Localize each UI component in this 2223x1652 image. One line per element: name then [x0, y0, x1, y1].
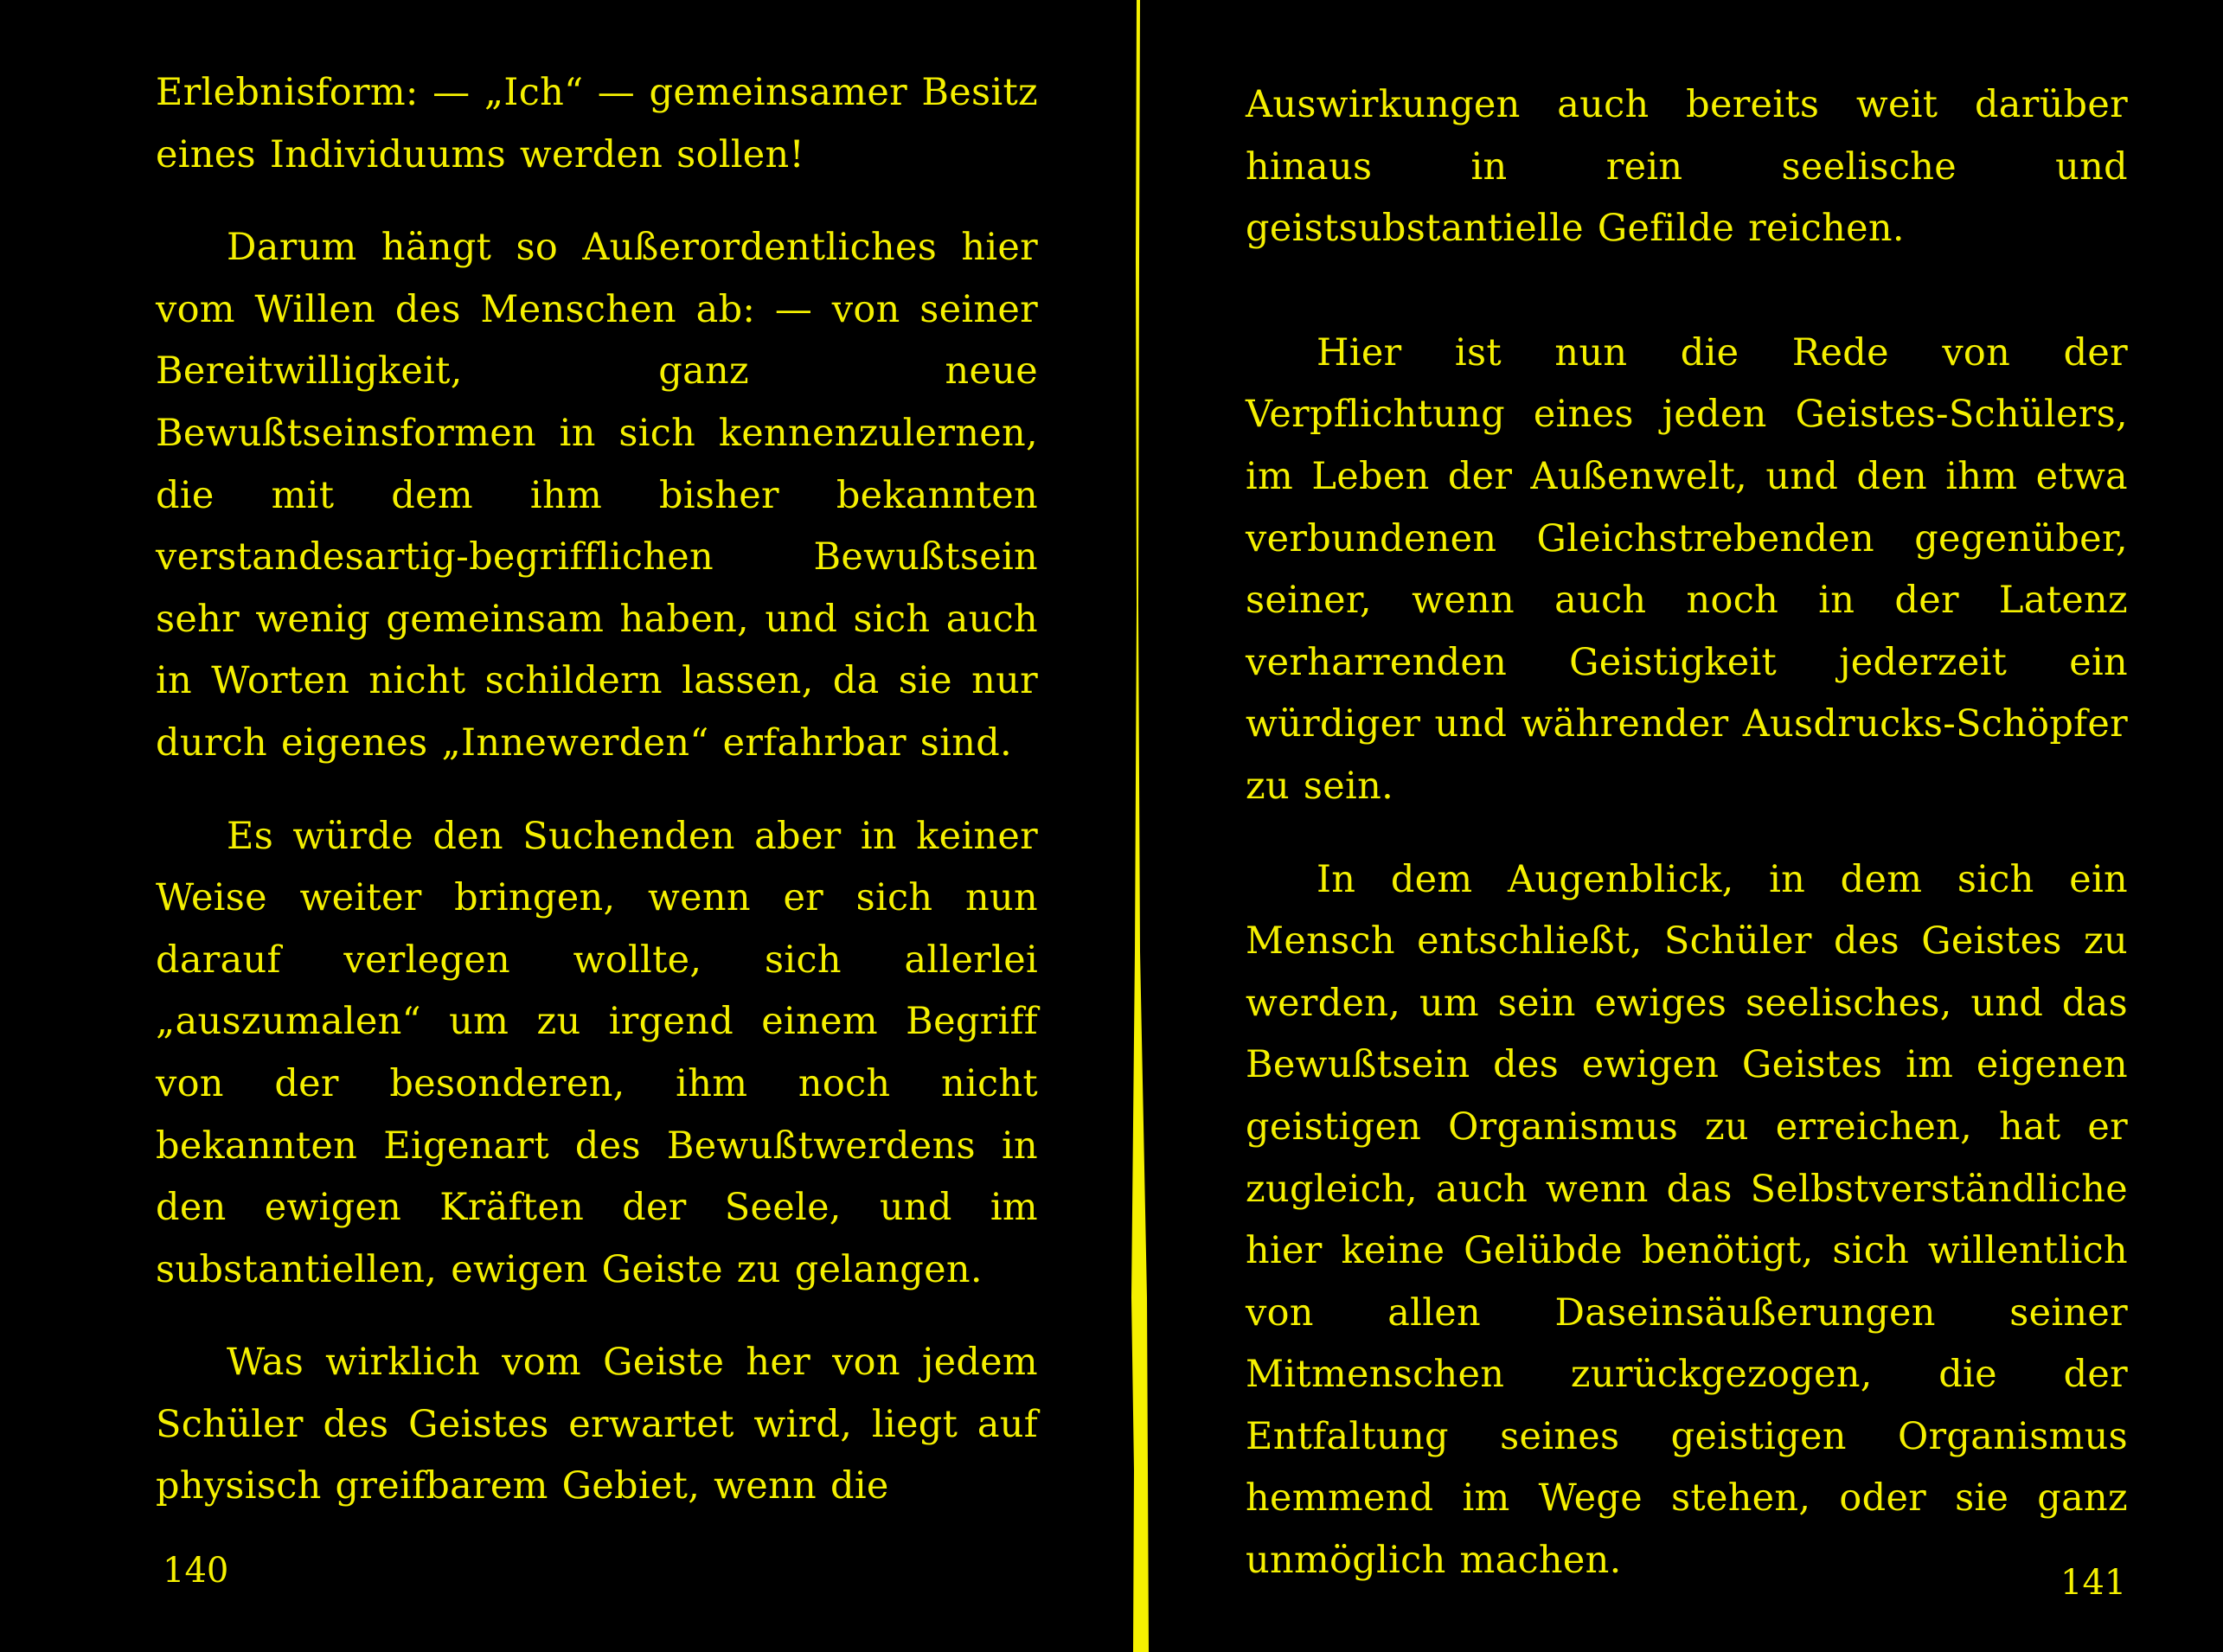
right-paragraph-3: In dem Augenblick, in dem sich ein Mensch entschließt, Schüler des Geistes zu werden, um sein ewiges seelisches, und das Bewußtsein des ewigen Geistes im eigenen geistigen Organismus zu erreichen, hat er zugleich, auch wenn das Selbstverständliche hier keine Gelübde benötigt, sich willentlich von allen Daseinsäußerungen seiner Mitmenschen zurückgezogen, die der Entfaltung seines geistigen Organismus hemmend im Wege stehen, oder sie ganz unmöglich machen. [1246, 857, 2128, 1583]
right-page-number: 141 [2060, 1563, 2127, 1603]
left-paragraph-3: Es würde den Suchenden aber in keiner Weise weiter bringen, wenn er sich nun darauf verlegen wollte, sich allerlei „auszumalen“ um zu irgend einem Begriff von der besonderen, ihm noch nicht bekannten Eigenart des Bewußtwerdens in den ewigen Kräften der Seele, und im substantiellen, ewigen Geiste zu gelangen. [156, 814, 1038, 1291]
left-page-number: 140 [163, 1551, 229, 1591]
left-paragraph-1: Erlebnisform: — „Ich“ — gemeinsamer Besitz eines Individuums werden sollen! [156, 71, 1038, 176]
left-page-text [156, 62, 1038, 1518]
right-paragraph-1: Auswirkungen auch bereits weit darüber hinaus in rein seelische und geistsubstantielle Gefilde reichen. [1246, 83, 2128, 251]
left-paragraph-2: Darum hängt so Außerordentliches hier vom Willen des Menschen ab: — von seiner Bereitwilligkeit, ganz neue Bewußtseinsformen in sich kennenzulernen, die mit dem ihm bisher bekannten verstandesartig-begrifflichen Bewußtsein sehr wenig gemeinsam haben, und sich auch in Worten nicht schildern lassen, da sie nur durch eigenes „Innewerden“ erfahrbar sind. [156, 226, 1038, 765]
right-page [1150, 0, 2223, 1652]
book-spine [1126, 0, 1149, 1652]
right-page-text [1246, 74, 2128, 1592]
right-paragraph-2: Hier ist nun die Rede von der Verpflichtung eines jeden Geistes-Schülers, im Leben der Außenwelt, und den ihm etwa verbundenen Gleichstrebenden gegenüber, seiner, wenn auch noch in der Latenz verharrenden Geistigkeit jederzeit ein würdiger und währender Ausdrucks-Schöpfer zu sein. [1246, 330, 2128, 808]
left-paragraph-4: Was wirklich vom Geiste her von jedem Schüler des Geistes erwartet wird, liegt auf physisch greifbarem Gebiet, wenn die [156, 1341, 1038, 1508]
